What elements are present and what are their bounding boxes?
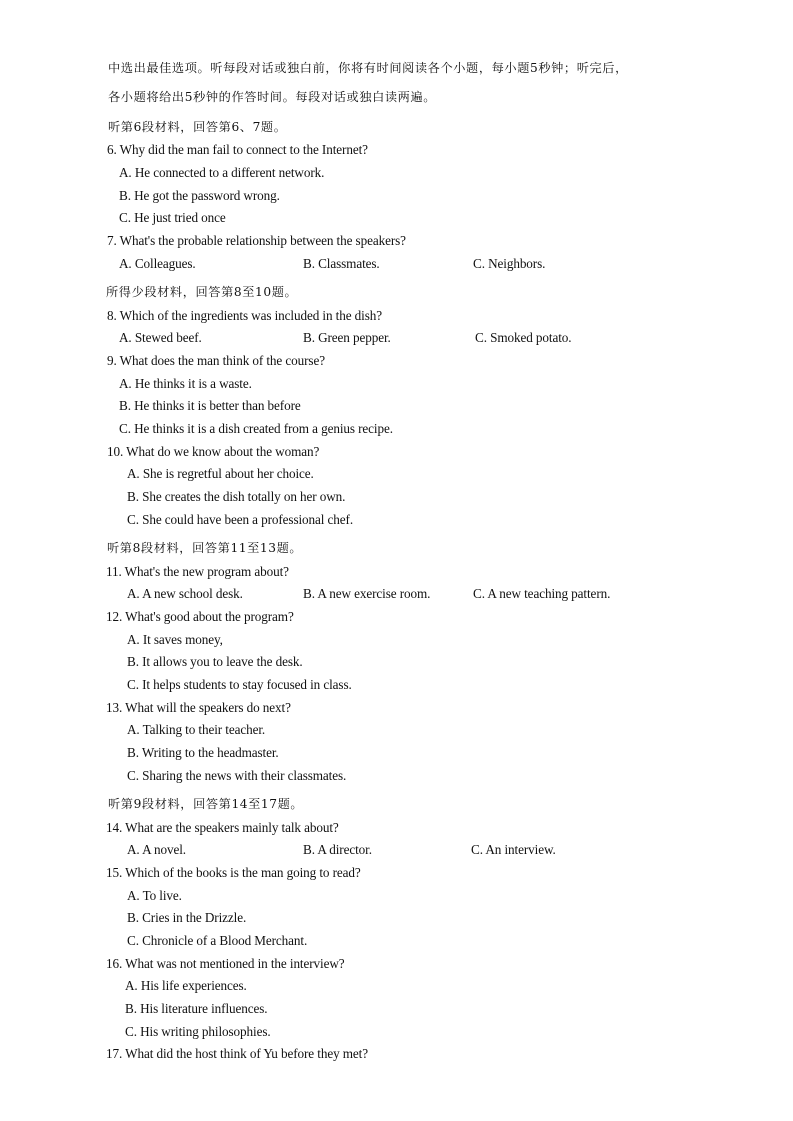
section-header-8: 听第8段材料，回答第11至13题。 bbox=[107, 541, 303, 555]
option-8c: C. Smoked potato. bbox=[475, 330, 572, 345]
option-9a: A. He thinks it is a waste. bbox=[119, 376, 252, 391]
question-8: 8. Which of the ingredients was included in the dish? bbox=[107, 308, 382, 323]
instruction-line-2: 各小题将给出5秒钟的作答时间。每段对话或独白读两遍。 bbox=[108, 90, 437, 104]
question-11: 11. What's the new program about? bbox=[106, 564, 289, 579]
question-15: 15. Which of the books is the man going to read? bbox=[106, 865, 361, 880]
option-14a: A. A novel. bbox=[127, 842, 186, 857]
instruction-line-1: 中选出最佳选项。听每段对话或独白前，你将有时间阅读各个小题，每小题5秒钟；听完后， bbox=[108, 61, 628, 75]
option-6b: B. He got the password wrong. bbox=[119, 188, 280, 203]
question-10: 10. What do we know about the woman? bbox=[107, 444, 320, 459]
option-15b: B. Cries in the Drizzle. bbox=[127, 910, 247, 925]
option-9c: C. He thinks it is a dish created from a genius recipe. bbox=[119, 421, 393, 436]
option-9b: B. He thinks it is better than before bbox=[119, 398, 301, 413]
option-10c: C. She could have been a professional chef. bbox=[127, 512, 354, 527]
option-12b: B. It allows you to leave the desk. bbox=[127, 654, 303, 669]
question-16: 16. What was not mentioned in the interview? bbox=[106, 956, 345, 971]
option-14c: C. An interview. bbox=[471, 842, 556, 857]
section-header-7: 所得少段材料，回答第8至10题。 bbox=[106, 285, 298, 299]
option-8b: B. Green pepper. bbox=[303, 330, 391, 345]
option-10b: B. She creates the dish totally on her own. bbox=[127, 489, 346, 504]
option-13b: B. Writing to the headmaster. bbox=[127, 745, 279, 760]
question-13: 13. What will the speakers do next? bbox=[106, 700, 291, 715]
option-14b: B. A director. bbox=[303, 842, 372, 857]
option-7b: B. Classmates. bbox=[303, 256, 380, 271]
question-14: 14. What are the speakers mainly talk about? bbox=[106, 820, 339, 835]
option-15c: C. Chronicle of a Blood Merchant. bbox=[127, 933, 308, 948]
option-11b: B. A new exercise room. bbox=[303, 586, 431, 601]
option-10a: A. She is regretful about her choice. bbox=[127, 466, 314, 481]
option-12c: C. It helps students to stay focused in class. bbox=[127, 677, 352, 692]
option-11a: A. A new school desk. bbox=[127, 586, 243, 601]
option-12a: A. It saves money, bbox=[127, 632, 223, 647]
option-6a: A. He connected to a different network. bbox=[119, 165, 325, 180]
option-13c: C. Sharing the news with their classmates. bbox=[127, 768, 347, 783]
option-13a: A. Talking to their teacher. bbox=[127, 722, 266, 737]
option-15a: A. To live. bbox=[127, 888, 182, 903]
question-7: 7. What's the probable relationship between the speakers? bbox=[107, 233, 406, 248]
option-7a: A. Colleagues. bbox=[119, 256, 196, 271]
option-16b: B. His literature influences. bbox=[125, 1001, 268, 1016]
section-header-6: 听第6段材料，回答第6、7题。 bbox=[108, 120, 287, 134]
question-17: 17. What did the host think of Yu before they met? bbox=[106, 1046, 368, 1061]
option-7c: C. Neighbors. bbox=[473, 256, 546, 271]
option-11c: C. A new teaching pattern. bbox=[473, 586, 611, 601]
question-6: 6. Why did the man fail to connect to the Internet? bbox=[107, 142, 368, 157]
question-9: 9. What does the man think of the course? bbox=[107, 353, 325, 368]
option-16a: A. His life experiences. bbox=[125, 978, 247, 993]
option-8a: A. Stewed beef. bbox=[119, 330, 202, 345]
option-16c: C. His writing philosophies. bbox=[125, 1024, 271, 1039]
question-12: 12. What's good about the program? bbox=[106, 609, 294, 624]
option-6c: C. He just tried once bbox=[119, 210, 226, 225]
section-header-9: 听第9段材料，回答第14至17题。 bbox=[108, 797, 304, 811]
